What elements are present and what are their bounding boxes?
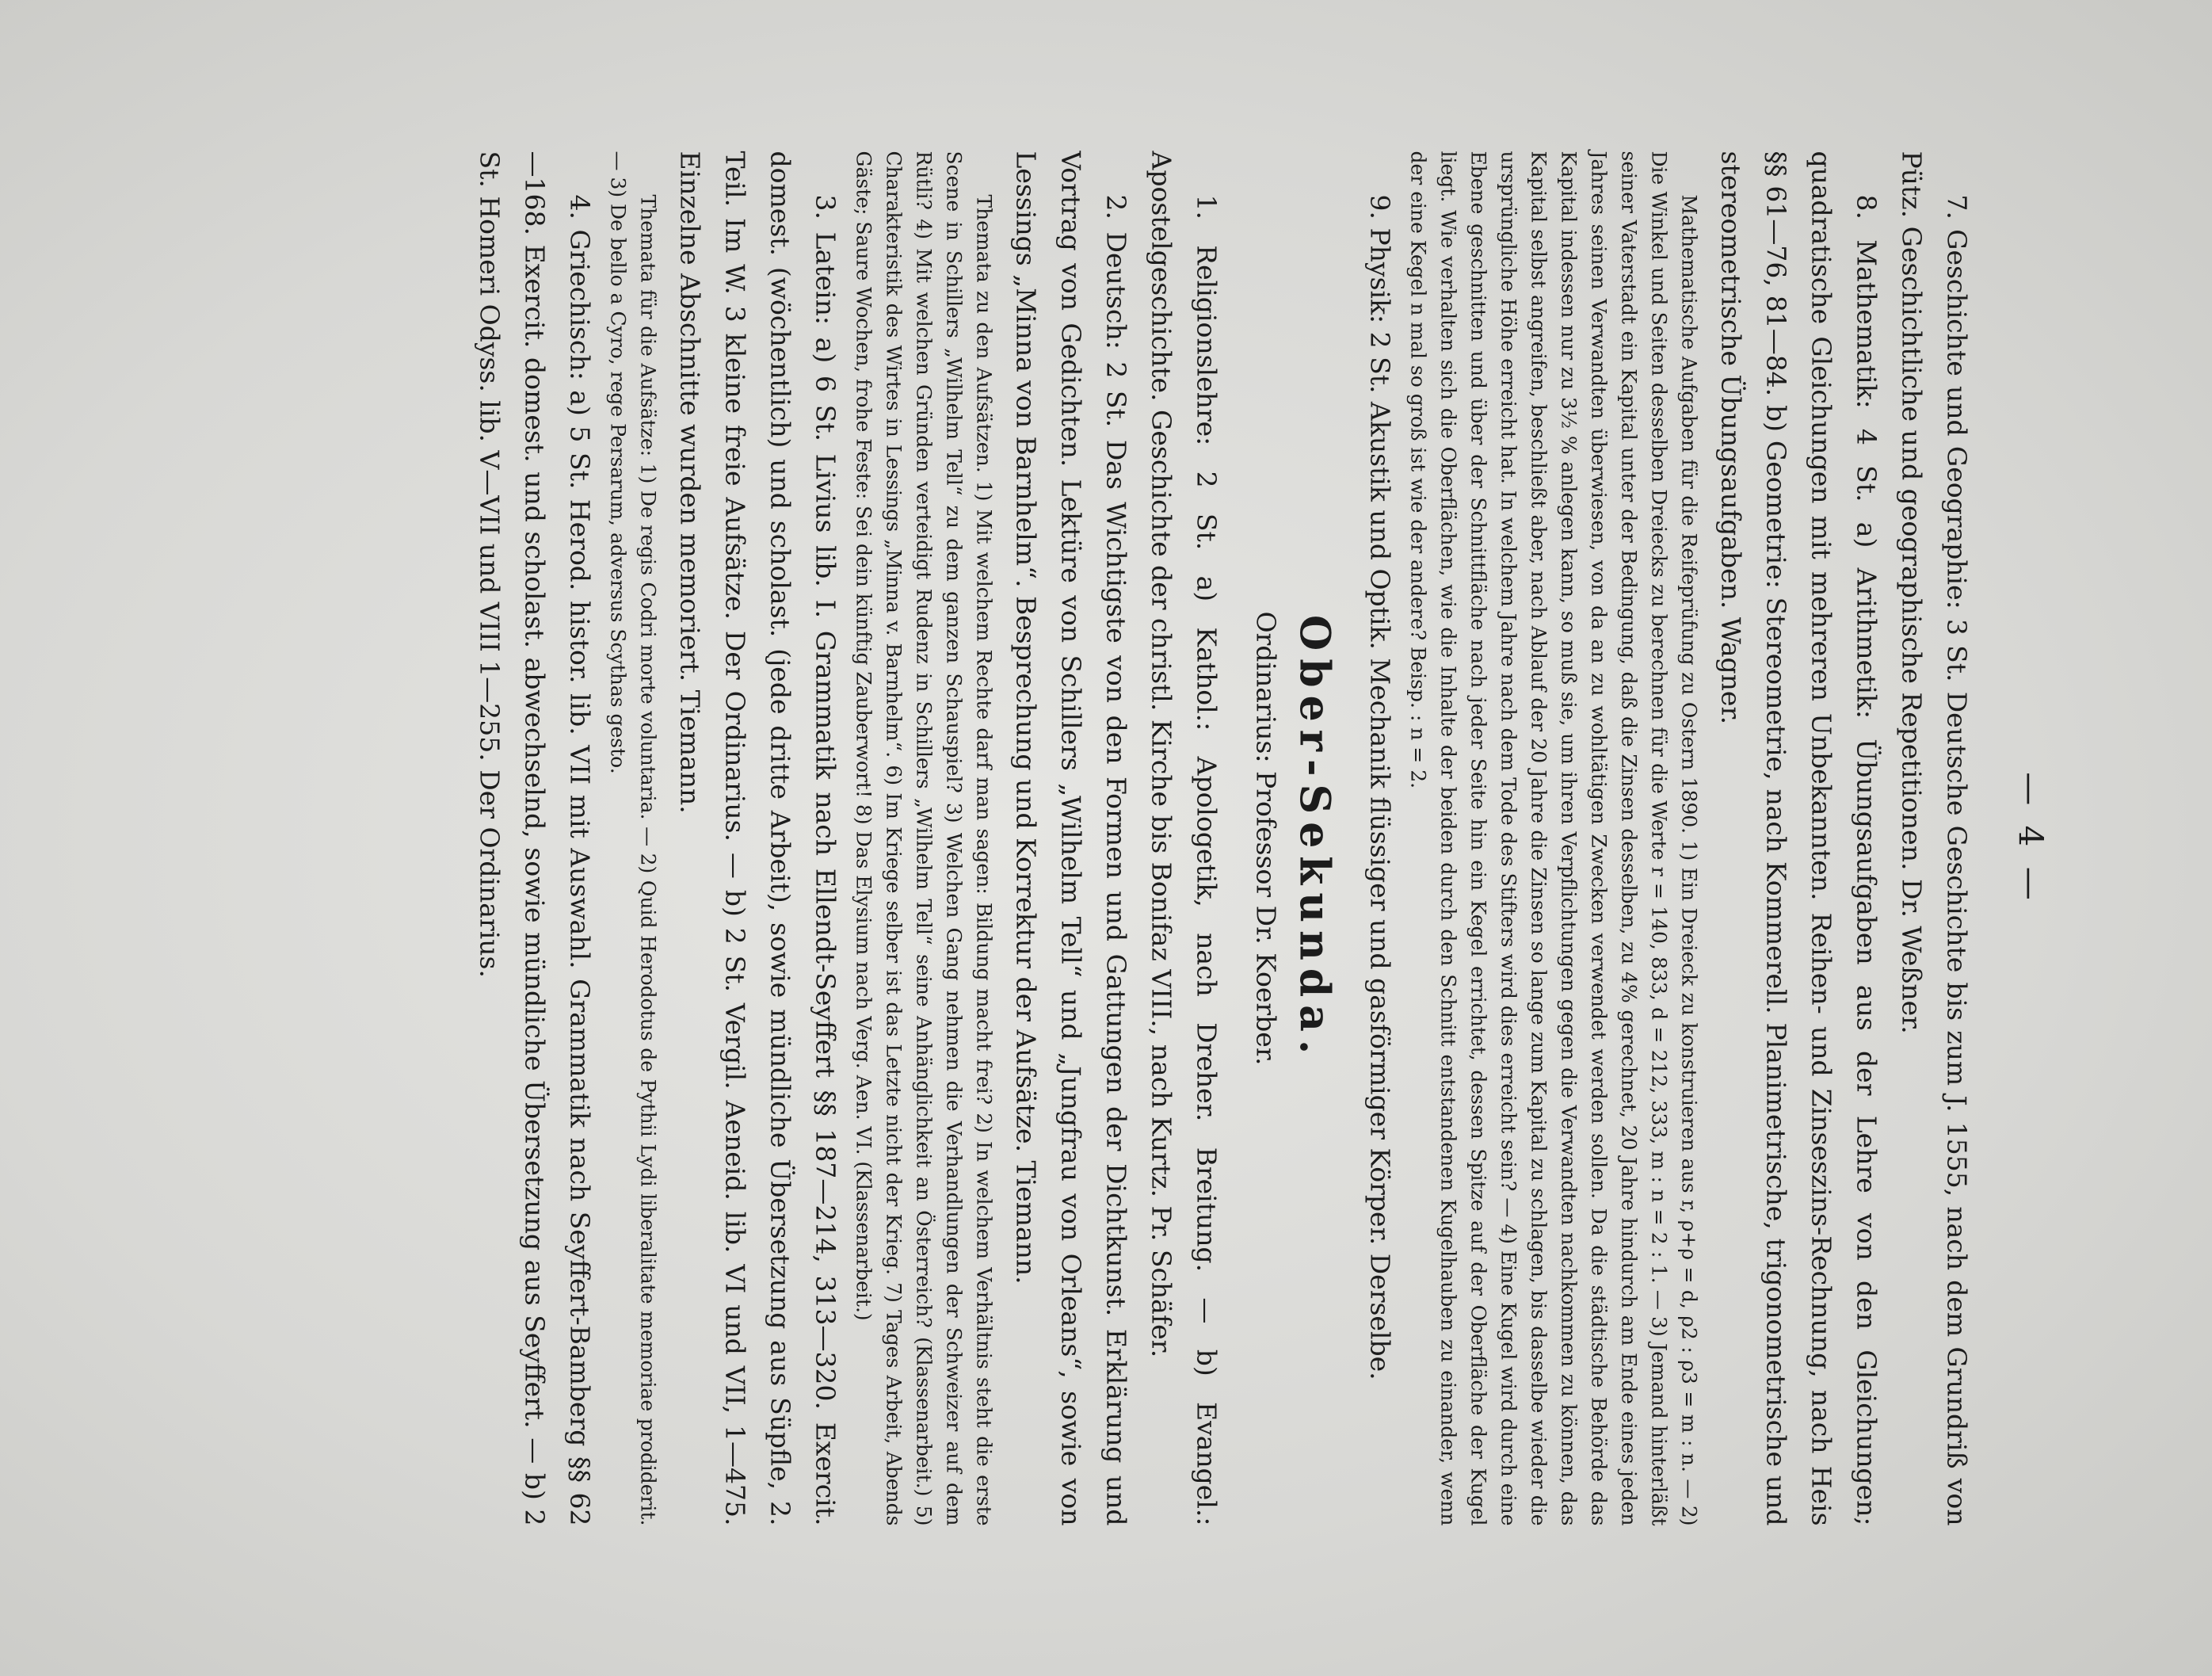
subject-mathematics: 8. Mathematik: 4 St. a) Arithmetik: Übungsaufgaben aus der Lehre von den Gleichungen; quadratische Gleichungen mit mehreren Unbekannten. Reihen- und Zinseszins-Rechnung, nach Heis §§ 61—76, 81—84. b) Geometrie: Stereometrie, nach Kommerell. Planimetrische, trigonometrische und stereometrische Übungsaufgaben. Wagner. <box>1715 151 1882 1526</box>
subject-german: 2. Deutsch: 2 St. Das Wichtigste von den Formen und Gattungen der Dichtkunst. Erklärung und Vortrag von Gedichten. Lektüre von Schillers „Wilhelm Tell“ und „Jungfrau von Orleans“, sowie von Lessings „Minna von Barnhelm“. Besprechung und Korrektur der Aufsätze. Tiemann. <box>1010 151 1132 1526</box>
math-exam-tasks: Mathematische Aufgaben für die Reifeprüfung zu Ostern 1890. 1) Ein Dreieck zu konstruieren aus r, ρ+ρ = d, ρ2 : ρ3 = m : n. — 2) Die Winkel und Seiten desselben Dreiecks zu berechnen für die Werte r = 140, 833, d = 212, 333, m : n = 2 : 1. — 3) Jemand hinterläßt seiner Vaterstadt ein Kapital unter der Bedingung, daß die Zinsen desselben, zu 4% gerechnet, 20 Jahre hindurch am Ende eines jeden Jahres seinen Verwandten überwiesen, von da an zu wohltätigen Zwecken verwendet werden sollen. Da die städtische Behörde das Kapital indessen nur zu 3½ % anlegen kann, so muß sie, um ihren Verpflichtungen gegen die Verwandten nachkommen zu können, das Kapital selbst angreifen, beschließt aber, nach Ablauf der 20 Jahre die Zinsen so lange zum Kapital zu schlagen, bis dasselbe wieder die ursprüngliche Höhe erreicht hat. In welchem Jahre nach dem Tode des Stifters wird dies erreicht sein? — 4) Eine Kugel wird durch eine Ebene geschnitten und über der Schnittfläche nach jeder Seite hin ein Kegel errichtet, dessen Spitze auf der Oberfläche der Kugel liegt. Wie verhalten sich die Oberflächen, wie die Inhalte der beiden durch den Schnitt entstandenen Kugelhauben zu einander, wenn der eine Kegel n mal so groß ist wie der andere? Beisp. : n = 2. <box>1406 151 1701 1526</box>
section-title: Ober-Sekunda. <box>1290 614 1339 1063</box>
rotated-document-page <box>0 1 2212 1676</box>
subject-history-geography: 7. Geschichte und Geographie: 3 St. Deutsche Geschichte bis zum J. 1555, nach dem Grundriß von Pütz. Geschichtliche und geographische Repetitionen. Dr. Weßner. <box>1896 151 1973 1526</box>
section-ordinarius: Ordinarius: Professor Dr. Koerber. <box>1250 611 1282 1066</box>
german-essay-themes: Themata zu den Aufsätzen. 1) Mit welchem Rechte darf man sagen: Bildung macht frei? 2) In welchem Verhältnis steht die erste Scene in Schillers „Wilhelm Tell“ zu dem ganzen Schauspiel? 3) Welchen Gang nehmen die Verhandlungen der Schweizer auf dem Rütli? 4) Mit welchen Gründen verteidigt Rudenz in Schillers „Wilhelm Tell“ seine Anhänglichkeit an Österreich? (Klassenarbeit.) 5) Charakteristik des Wirtes in Lessings „Minna v. Barnhelm“. 6) Im Kriege selber ist das Letzte nicht der Krieg. 7) Tages Arbeit, Abends Gäste; Saure Wochen, frohe Feste: Sei dein künftig Zauberwort! 8) Das Elysium nach Verg. Aen. VI. (Klassenarbeit.) <box>852 151 996 1526</box>
subject-latin: 3. Latein: a) 6 St. Livius lib. I. Grammatik nach Ellendt-Seyffert §§ 187—214, 313—320. Exercit. domest. (wöchentlich) und scholast. (jede dritte Arbeit), sowie mündliche Übersetzung aus Süpfle, 2. Teil. Im W. 3 kleine freie Aufsätze. Der Ordinarius. — b) 2 St. Vergil. Aeneid. lib. VI und VII, 1—475. Einzelne Abschnitte wurden memoriert. Tiemann. <box>674 151 841 1526</box>
page-number: — 4 — <box>2011 772 2050 905</box>
subject-religion: 1. Religionslehre: 2 St. a) Kathol.: Apologetik, nach Dreher. Breitung. — b) Evangel.: Apostelgeschichte. Geschichte der christl. Kirche bis Bonifaz VIII., nach Kurtz. Pr. Schäfer. <box>1146 151 1222 1526</box>
subject-greek: 4. Griechisch: a) 5 St. Herod. histor. lib. VII mit Auswahl. Grammatik nach Seyffert-Bamberg §§ 62—168. Exercit. domest. und scholast. abwechselnd, sowie mündliche Übersetzung aus Seyffert. — b) 2 St. Homeri Odyss. lib. V—VII und VIII 1—255. Der Ordinarius. <box>474 151 596 1526</box>
latin-essay-themes: Themata für die Aufsätze: 1) De regis Codri morte voluntaria. — 2) Quid Herodotus de Pythii Lydi liberalitate memoriae prodiderit. — 3) De bello a Cyro, rege Persarum, adversus Scythas gesto. <box>606 151 660 1526</box>
subject-physics: 9. Physik: 2 St. Akustik und Optik. Mechanik flüssiger und gasförmiger Körper. Derselbe. <box>1364 194 1396 1380</box>
